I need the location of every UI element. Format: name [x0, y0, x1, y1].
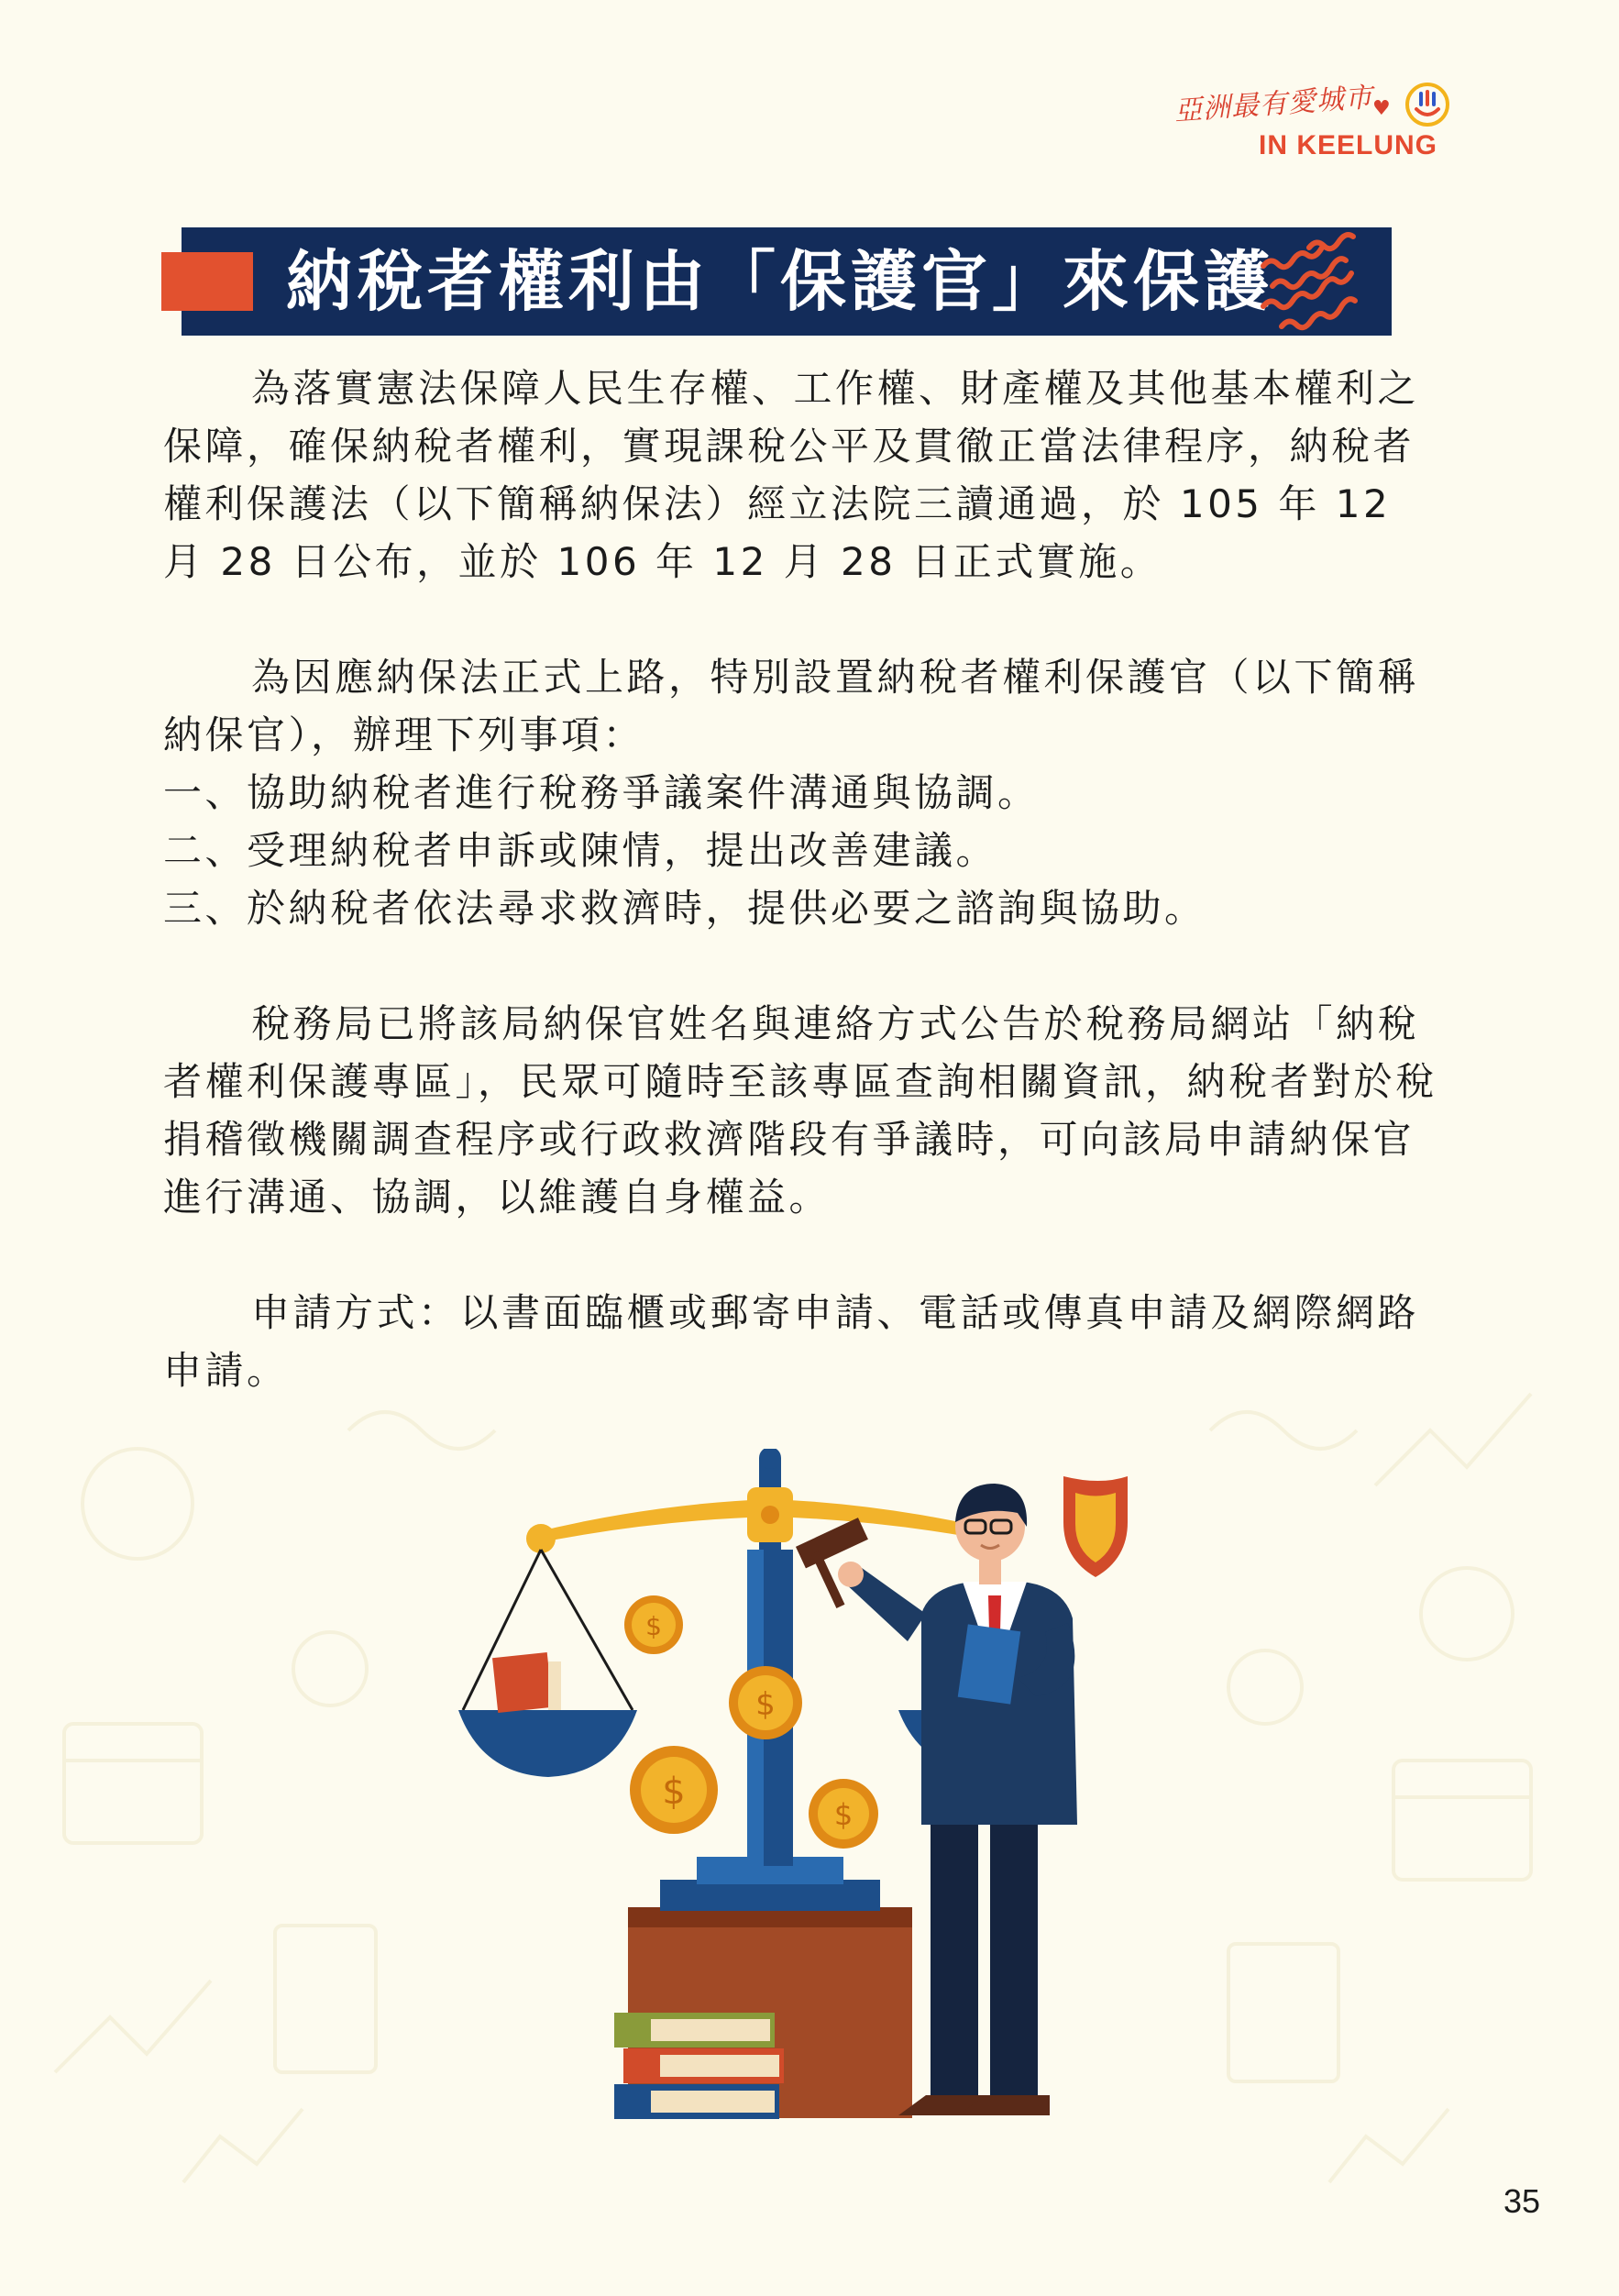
scale-of-justice-illustration	[431, 1449, 1192, 2127]
list-item: 三、於納稅者依法尋求救濟時，提供必要之諮詢與協助。	[163, 886, 1206, 931]
brand-tagline: 亞洲最有愛城市	[1173, 81, 1374, 127]
title-accent-block	[161, 252, 253, 311]
coin-icon	[729, 1666, 802, 1739]
svg-text:$: $	[645, 1611, 662, 1641]
paragraph-setup: 為因應納保法正式上路，特別設置納稅者權利保護官（以下簡稱納保官），辦理下列事項：	[163, 655, 1420, 757]
smiley-face-icon	[1404, 81, 1451, 128]
coin-icon	[630, 1746, 718, 1834]
coin-icon	[624, 1595, 683, 1654]
svg-text:$: $	[662, 1771, 686, 1813]
paragraph-application: 申請方式：以書面臨櫃或郵寄申請、電話或傳真申請及網際網路申請。	[163, 1290, 1420, 1393]
heart-icon: ♥	[1372, 97, 1391, 120]
list-item: 一、協助納稅者進行稅務爭議案件溝通與協調。	[163, 770, 1040, 815]
paragraph-contact: 稅務局已將該局納保官姓名與連絡方式公告於稅務局網站「納稅者權利保護專區」，民眾可隨時至該專區查詢相關資訊，納稅者對於稅捐稽徵機關調查程序或行政救濟階段有爭議時，可向該局申請納保官進行溝通、協調，以維護自身權益。	[163, 1001, 1437, 1220]
wave-pattern-decoration	[1254, 229, 1390, 334]
article-body	[163, 359, 1447, 1399]
svg-text:$: $	[755, 1686, 776, 1723]
brand-city: IN KEELUNG	[1259, 130, 1438, 160]
page-number: 35	[1503, 2182, 1541, 2220]
svg-text:$: $	[833, 1797, 854, 1832]
list-item: 二、受理納稅者申訴或陳情，提出改善建議。	[163, 828, 998, 873]
brand-logo	[1173, 81, 1438, 168]
shield-icon	[1063, 1476, 1128, 1577]
coin-icon	[809, 1779, 878, 1849]
paragraph-intro: 為落實憲法保障人民生存權、工作權、財產權及其他基本權利之保障，確保納稅者權利，實現課稅公平及貫徹正當法律程序，納稅者權利保護法（以下簡稱納保法）經立法院三讀通過，於 105 年 12 月 28 日公布，並於 106 年 12 月 28 日正式實施。	[163, 366, 1420, 584]
page-title: 納稅者權利由「保護官」來保護	[286, 243, 1275, 320]
